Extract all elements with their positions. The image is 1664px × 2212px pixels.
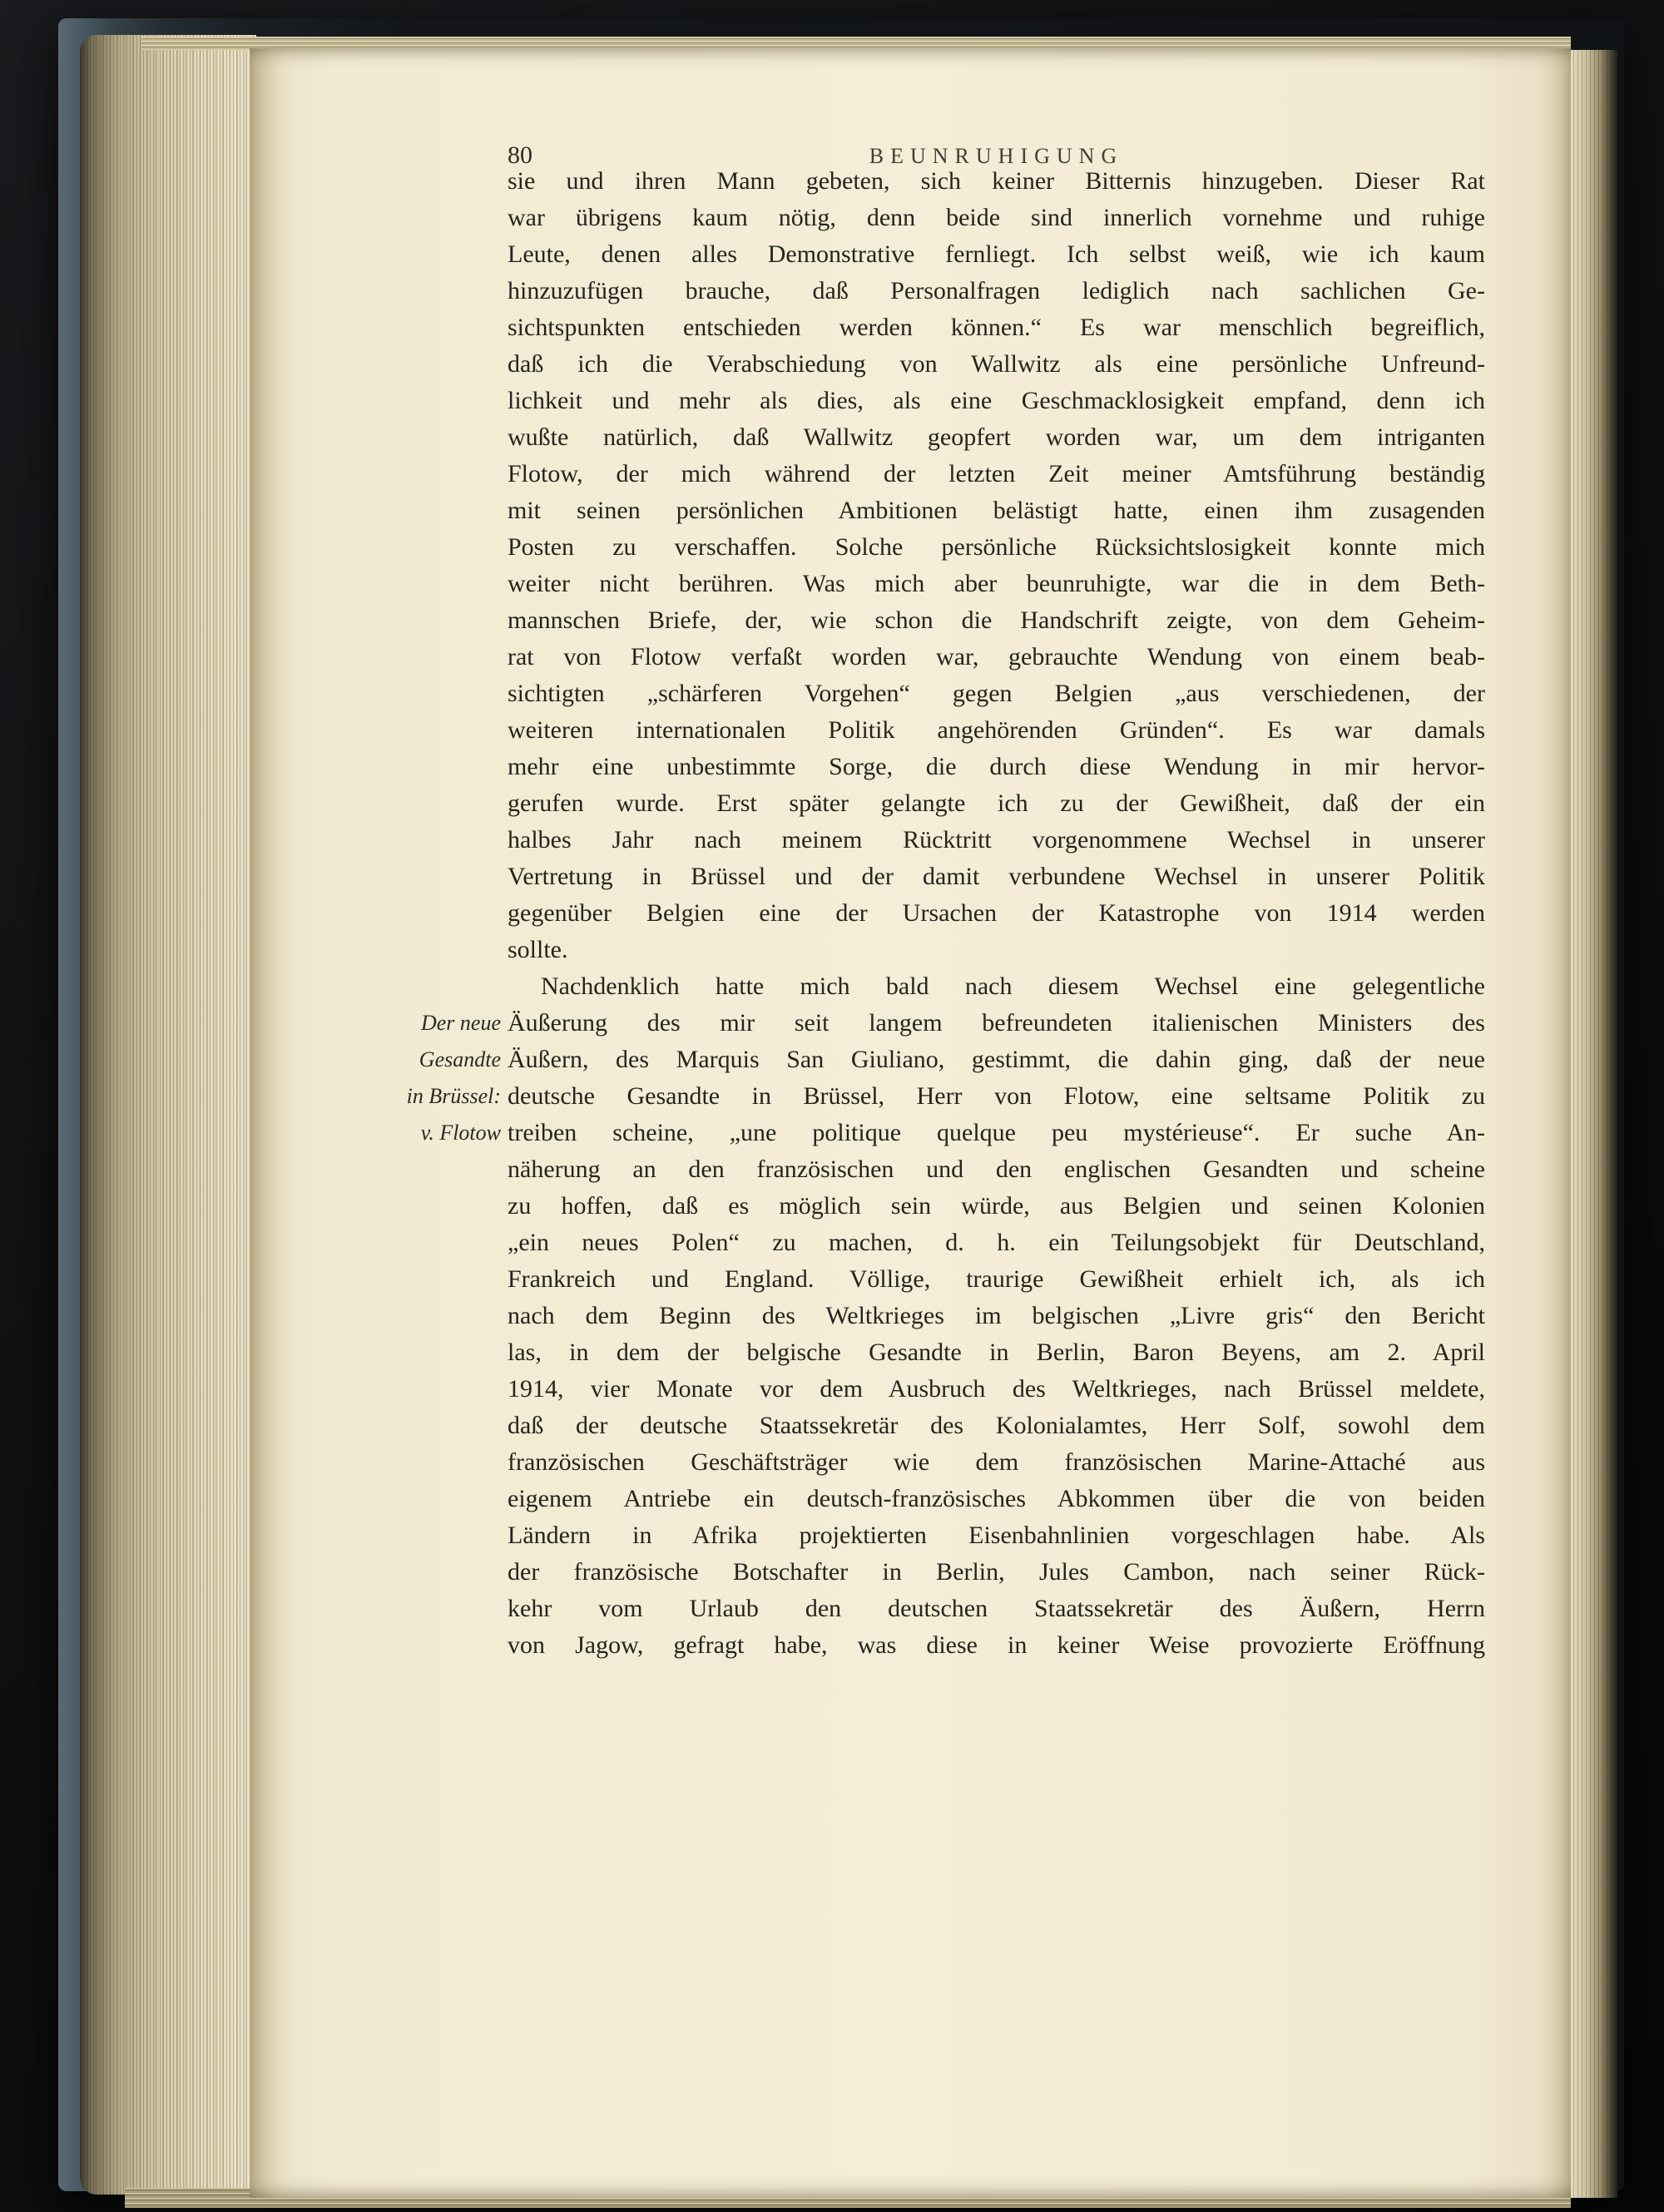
- paragraph-1: [508, 163, 1485, 968]
- text-line: eigenem Antriebe ein deutsch-französisches Abkommen über die von beiden: [508, 1485, 1485, 1512]
- text-line: halbes Jahr nach meinem Rücktritt vorgenommene Wechsel in unserer: [508, 826, 1485, 854]
- text-line: weiteren internationalen Politik angehörenden Gründen“. Es war damals: [508, 716, 1485, 744]
- text-line: zu hoffen, daß es möglich sein würde, aus Belgien und seinen Kolonien: [508, 1192, 1485, 1220]
- margin-note-line: Der neue: [420, 1011, 501, 1035]
- text-line: rat von Flotow verfaßt worden war, gebrauchte Wendung von einem beab-: [508, 643, 1485, 671]
- text-line: Äußern, des Marquis San Giuliano, gestimmt, die dahin ging, daß der neue: [508, 1046, 1485, 1073]
- text-line: gerufen wurde. Erst später gelangte ich zu der Gewißheit, daß der ein: [508, 789, 1485, 817]
- text-line: las, in dem der belgische Gesandte in Berlin, Baron Beyens, am 2. April: [508, 1339, 1485, 1366]
- text-line: Nachdenklich hatte mich bald nach diesem Wechsel eine gelegentliche: [541, 972, 1485, 1000]
- book-page: [250, 48, 1571, 2198]
- text-line: sichtigten „schärferen Vorgehen“ gegen Belgien „aus verschiedenen, der: [508, 680, 1485, 707]
- text-line: Vertretung in Brüssel und der damit verbundene Wechsel in unserer Politik: [508, 863, 1485, 890]
- text-line: Leute, denen alles Demonstrative fernliegt. Ich selbst weiß, wie ich kaum: [508, 240, 1485, 268]
- body-text: [406, 163, 1485, 1664]
- text-line: sie und ihren Mann gebeten, sich keiner Bitternis hinzugeben. Dieser Rat: [508, 167, 1485, 195]
- text-line: 1914, vier Monate vor dem Ausbruch des Weltkrieges, nach Brüssel meldete,: [508, 1375, 1485, 1403]
- text-line: der französische Botschafter in Berlin, Jules Cambon, nach seiner Rück-: [508, 1558, 1485, 1586]
- text-line: treiben scheine, „une politique quelque peu mystérieuse“. Er suche An-: [508, 1119, 1485, 1146]
- text-line: mehr eine unbestimmte Sorge, die durch diese Wendung in mir hervor-: [508, 753, 1485, 780]
- paragraph-2: [508, 968, 1485, 1664]
- margin-note: [346, 1005, 501, 1151]
- text-line: näherung an den französischen und den englischen Gesandten und scheine: [508, 1155, 1485, 1183]
- text-line: weiter nicht berühren. Was mich aber beunruhigte, war die in dem Beth-: [508, 570, 1485, 597]
- text-line: von Jagow, gefragt habe, was diese in keiner Weise provozierte Eröffnung: [508, 1631, 1485, 1659]
- text-line: Frankreich und England. Völlige, traurige Gewißheit erhielt ich, als ich: [508, 1265, 1485, 1293]
- text-line: Posten zu verschaffen. Solche persönliche Rücksichtslosigkeit konnte mich: [508, 533, 1485, 561]
- text-line: mannschen Briefe, der, wie schon die Handschrift zeigte, von dem Geheim-: [508, 606, 1485, 634]
- text-line: mit seinen persönlichen Ambitionen belästigt hatte, einen ihm zusagenden: [508, 497, 1485, 524]
- text-line: kehr vom Urlaub den deutschen Staatssekretär des Äußern, Herrn: [508, 1595, 1485, 1622]
- text-line: Äußerung des mir seit langem befreundeten italienischen Ministers des: [508, 1009, 1485, 1037]
- text-line: wußte natürlich, daß Wallwitz geopfert worden war, um dem intriganten: [508, 423, 1485, 451]
- running-header-title: BEUNRUHIGUNG: [869, 144, 1124, 168]
- text-line: lichkeit und mehr als dies, als eine Geschmacklosigkeit empfand, denn ich: [508, 387, 1485, 414]
- text-line: „ein neues Polen“ zu machen, d. h. ein Teilungsobjekt für Deutschland,: [508, 1229, 1485, 1256]
- text-line: sollte.: [508, 936, 568, 963]
- text-line: gegenüber Belgien eine der Ursachen der Katastrophe von 1914 werden: [508, 899, 1485, 927]
- text-line: hinzuzufügen brauche, daß Personalfragen lediglich nach sachlichen Ge-: [508, 277, 1485, 304]
- text-line: Flotow, der mich während der letzten Zeit meiner Amtsführung beständig: [508, 460, 1485, 487]
- margin-note-line: Gesandte: [418, 1047, 501, 1071]
- margin-note-line: in Brüssel:: [406, 1084, 501, 1108]
- text-line: daß der deutsche Staatssekretär des Kolonialamtes, Herr Solf, sowohl dem: [508, 1412, 1485, 1439]
- text-line: französischen Geschäftsträger wie dem französischen Marine-Attaché aus: [508, 1448, 1485, 1476]
- text-line: deutsche Gesandte in Brüssel, Herr von Flotow, eine seltsame Politik zu: [508, 1082, 1485, 1110]
- text-line: sichtspunkten entschieden werden können.“ Es war menschlich begreiflich,: [508, 314, 1485, 341]
- page-stack-right-edge: [1569, 50, 1617, 2198]
- page-number: 80: [508, 141, 532, 169]
- page-stack-left-edge: [80, 35, 256, 2195]
- text-line: nach dem Beginn des Weltkrieges im belgischen „Livre gris“ den Bericht: [508, 1302, 1485, 1329]
- text-line: daß ich die Verabschiedung von Wallwitz als eine persönliche Unfreund-: [508, 350, 1485, 378]
- text-line: war übrigens kaum nötig, denn beide sind innerlich vornehme und ruhige: [508, 204, 1485, 231]
- margin-note-line: v. Flotow: [420, 1121, 501, 1145]
- text-line: Ländern in Afrika projektierten Eisenbahnlinien vorgeschlagen habe. Als: [508, 1522, 1485, 1549]
